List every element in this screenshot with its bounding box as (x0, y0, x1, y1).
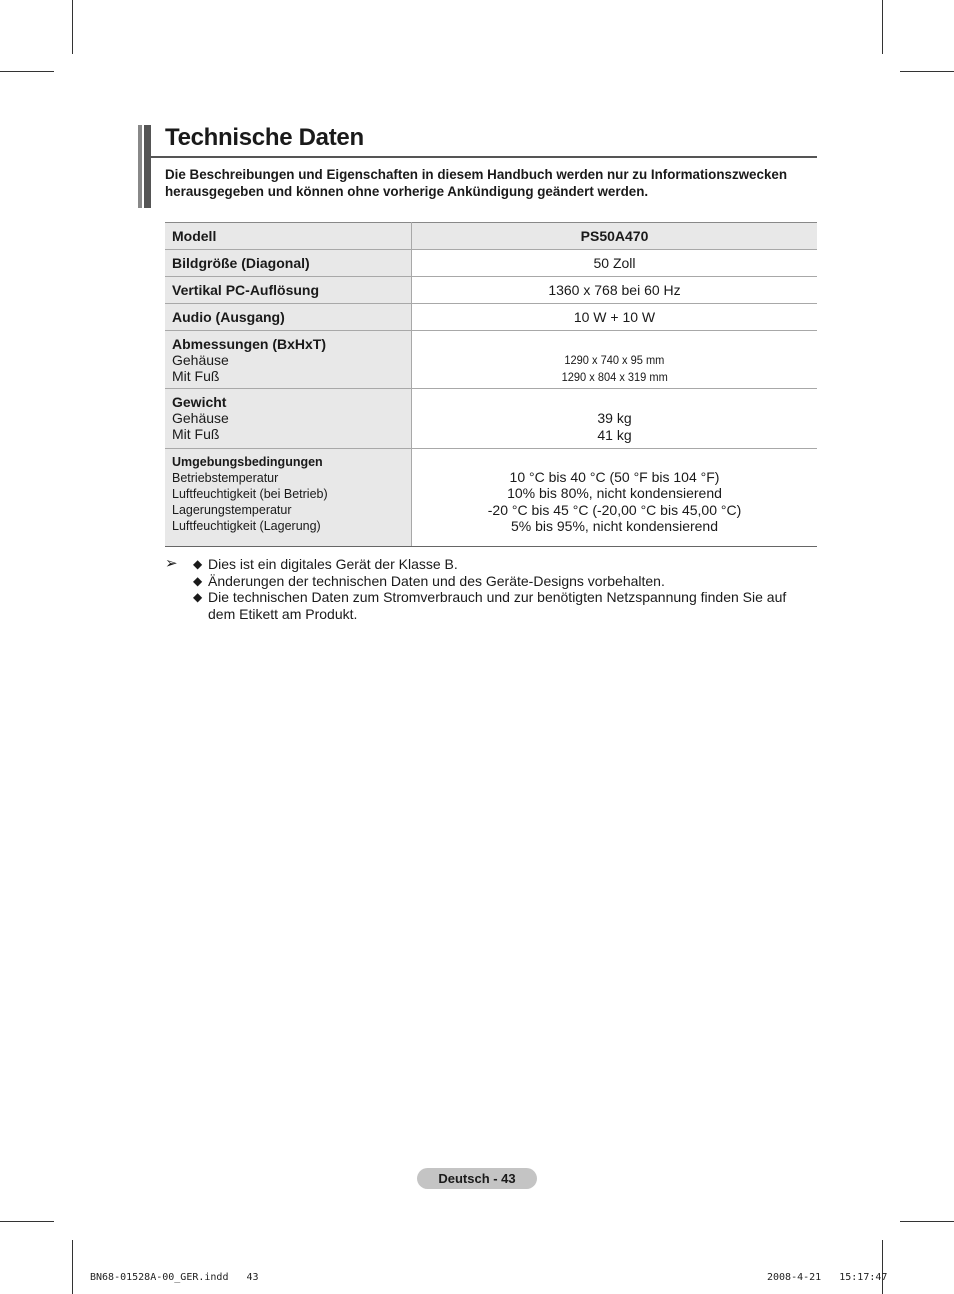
title-rule (151, 156, 817, 158)
table-header-row (165, 223, 817, 250)
crop-mark (0, 1221, 54, 1222)
diamond-bullet-icon: ◆ (193, 590, 203, 604)
row-label: Vertikal PC-Auflösung (172, 282, 320, 298)
row-value: 1290 x 804 x 319 mm (561, 369, 668, 384)
row-label: Audio (Ausgang) (172, 309, 285, 325)
row-label: Abmessungen (BxHxT) (172, 336, 327, 352)
row-value: 5% bis 95%, nicht kondensierend (510, 518, 719, 534)
list-item: ◆ Änderungen der technischen Daten und des Geräte-Designs vorbehalten. (193, 572, 665, 589)
crop-mark (0, 71, 54, 72)
row-value: 41 kg (597, 426, 632, 443)
diamond-bullet-icon: ◆ (193, 557, 203, 571)
table-row-dimensions (165, 331, 817, 389)
row-sublabel: Betriebstemperatur (172, 471, 279, 485)
list-item: ◆ Die technischen Daten zum Stromverbrauch und zur benötigten Netzspannung finden Sie auf dem Etikett am Produkt. (193, 589, 787, 622)
row-value: -20 °C bis 45 °C (-20,00 °C bis 45,00 °C) (487, 501, 742, 518)
slug-file-info: BN68-01528A-00_GER.indd 43 (90, 1272, 259, 1283)
crop-mark (882, 1240, 883, 1294)
crop-mark (900, 71, 954, 72)
page-title: Technische Daten (165, 124, 364, 151)
row-value: 10% bis 80%, nicht kondensierend (507, 485, 722, 501)
table-row-environment (165, 449, 817, 547)
header-value: PS50A470 (412, 223, 818, 250)
row-value: 10 W + 10 W (412, 304, 818, 331)
diamond-bullet-icon: ◆ (193, 573, 203, 588)
row-label: Bildgröße (Diagonal) (172, 255, 310, 271)
table-row (165, 277, 817, 304)
table-row-weight (165, 389, 817, 449)
crop-mark (882, 0, 883, 54)
spec-table (165, 222, 817, 547)
notes (165, 556, 817, 622)
table-row (165, 304, 817, 331)
row-value: 39 kg (597, 410, 632, 426)
row-value: 50 Zoll (412, 250, 818, 277)
slug-timestamp: 2008-4-21 15:17:47 (767, 1272, 888, 1283)
row-sublabel: Lagerungstemperatur (172, 503, 292, 517)
row-sublabel: Gehäuse (172, 352, 229, 368)
row-label: Gewicht (172, 394, 227, 410)
title-accent-bar (138, 125, 151, 208)
arrow-icon: ➢ (165, 555, 178, 572)
row-sublabel: Gehäuse (172, 410, 229, 426)
row-sublabel: Mit Fuß (172, 426, 220, 442)
row-sublabel: Luftfeuchtigkeit (Lagerung) (172, 519, 321, 533)
intro-text: Die Beschreibungen und Eigenschaften in diesem Handbuch werden nur zu Informationszwecken herausgegeben und können ohne vorherige Ankündigung geändert werden. (165, 167, 788, 199)
row-value: 1360 x 768 bei 60 Hz (412, 277, 818, 304)
crop-mark (900, 1221, 954, 1222)
header-label: Modell (165, 223, 412, 250)
row-value: 1290 x 740 x 95 mm (564, 352, 665, 367)
table-row (165, 250, 817, 277)
row-label: Umgebungsbedingungen (172, 455, 323, 469)
list-item: ◆ Dies ist ein digitales Gerät der Klasse B. (193, 556, 458, 572)
row-sublabel: Mit Fuß (172, 368, 220, 384)
row-sublabel: Luftfeuchtigkeit (bei Betrieb) (172, 487, 328, 501)
crop-mark (72, 0, 73, 54)
page-number-badge: Deutsch - 43 (417, 1168, 537, 1189)
crop-mark (72, 1240, 73, 1294)
notes-list (165, 556, 817, 622)
row-value: 10 °C bis 40 °C (50 °F bis 104 °F) (509, 468, 720, 485)
